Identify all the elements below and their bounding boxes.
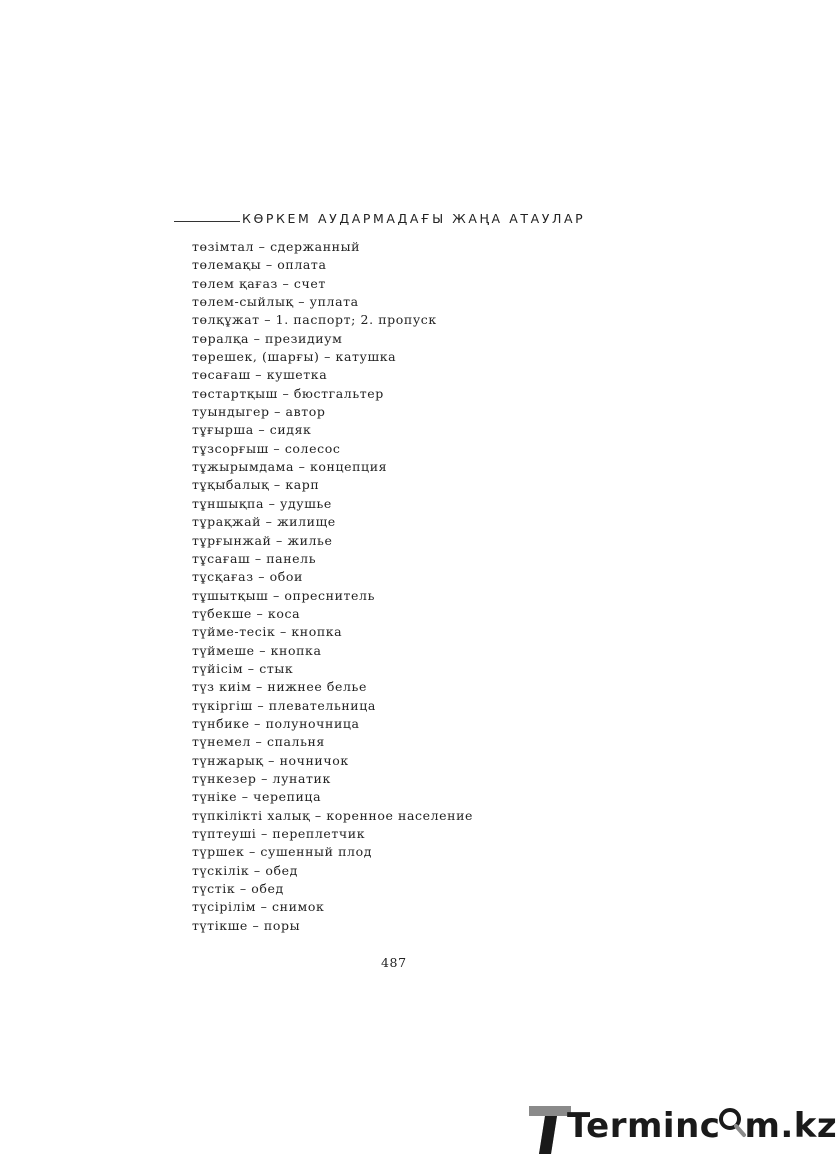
header-rule xyxy=(174,221,240,222)
logo-wordmark xyxy=(567,1104,837,1148)
glossary-entry: түнемел – спальня xyxy=(192,734,325,750)
glossary-entry: тұғырша – сидяк xyxy=(192,422,312,438)
glossary-entry: тұқыбалық – карп xyxy=(192,477,320,493)
glossary-entry: төлқұжат – 1. паспорт; 2. пропуск xyxy=(192,312,437,328)
glossary-entry: тұрақжай – жилище xyxy=(192,514,336,530)
glossary-entry: төлемақы – оплата xyxy=(192,257,327,273)
glossary-entry: тұзсорғыш – солесос xyxy=(192,440,341,456)
glossary-entry: төзімтал – сдержанный xyxy=(192,239,361,254)
glossary-entry: түкіргіш – плевательница xyxy=(192,697,376,713)
running-header xyxy=(174,211,585,226)
glossary-entry: түніке – черепица xyxy=(192,789,322,805)
glossary-entry: түйісім – стык xyxy=(192,660,294,676)
logo-text-before: Termin xyxy=(567,1106,700,1146)
glossary-entry: түнкезер – лунатик xyxy=(192,770,331,786)
glossary-entry: төсағаш – кушетка xyxy=(192,367,328,383)
glossary-entry: тұжырымдама – концепция xyxy=(192,459,388,475)
glossary-entry: түсірілім – снимок xyxy=(192,899,325,915)
glossary-list xyxy=(192,238,473,935)
glossary-entry: түйме-тесік – кнопка xyxy=(192,624,343,640)
glossary-entry: түскілік – обед xyxy=(192,862,298,878)
glossary-entry: тұсағаш – панель xyxy=(192,550,317,566)
glossary-entry: төлем қағаз – счет xyxy=(192,275,326,291)
glossary-entry: туындыгер – автор xyxy=(192,404,326,420)
glossary-entry: түптеуші – переплетчик xyxy=(192,826,366,841)
glossary-entry: төстартқыш – бюстгальтер xyxy=(192,385,384,401)
glossary-entry: түймеше – кнопка xyxy=(192,642,322,658)
glossary-entry: тұшытқыш – опреснитель xyxy=(192,587,375,603)
glossary-entry: тұрғынжай – жилье xyxy=(192,532,333,548)
glossary-entry: төлем-сыйлық – уплата xyxy=(192,294,359,310)
logo-text-after: m.kz xyxy=(744,1106,837,1146)
glossary-entry: тұншықпа – удушье xyxy=(192,495,332,511)
logo-text-c: c xyxy=(699,1106,721,1146)
glossary-entry: төрешек, (шарғы) – катушка xyxy=(192,349,397,365)
glossary-entry: түпкілікті халық – коренное население xyxy=(192,807,473,823)
glossary-entry: түтікше – поры xyxy=(192,917,301,933)
glossary-entry: түршек – сушенный плод xyxy=(192,844,372,860)
header-title: КӨРКЕМ АУДАРМАДАҒЫ ЖАҢА АТАУЛАР xyxy=(242,211,586,226)
glossary-entry: түстік – обед xyxy=(192,881,284,897)
glossary-entry: тұсқағаз – обои xyxy=(192,569,303,585)
glossary-entry: төралқа – президиум xyxy=(192,330,343,346)
glossary-entry: түнбике – полуночница xyxy=(192,715,360,731)
glossary-entry: түнжарық – ночничок xyxy=(192,752,349,768)
glossary-entry: түбекше – коса xyxy=(192,605,301,621)
logo-t-icon xyxy=(527,1098,571,1154)
page-number: 487 xyxy=(381,955,407,970)
glossary-entry: түз киім – нижнее белье xyxy=(192,679,367,695)
magnifier-icon xyxy=(720,1107,744,1137)
termincom-logo[interactable] xyxy=(527,1098,837,1158)
